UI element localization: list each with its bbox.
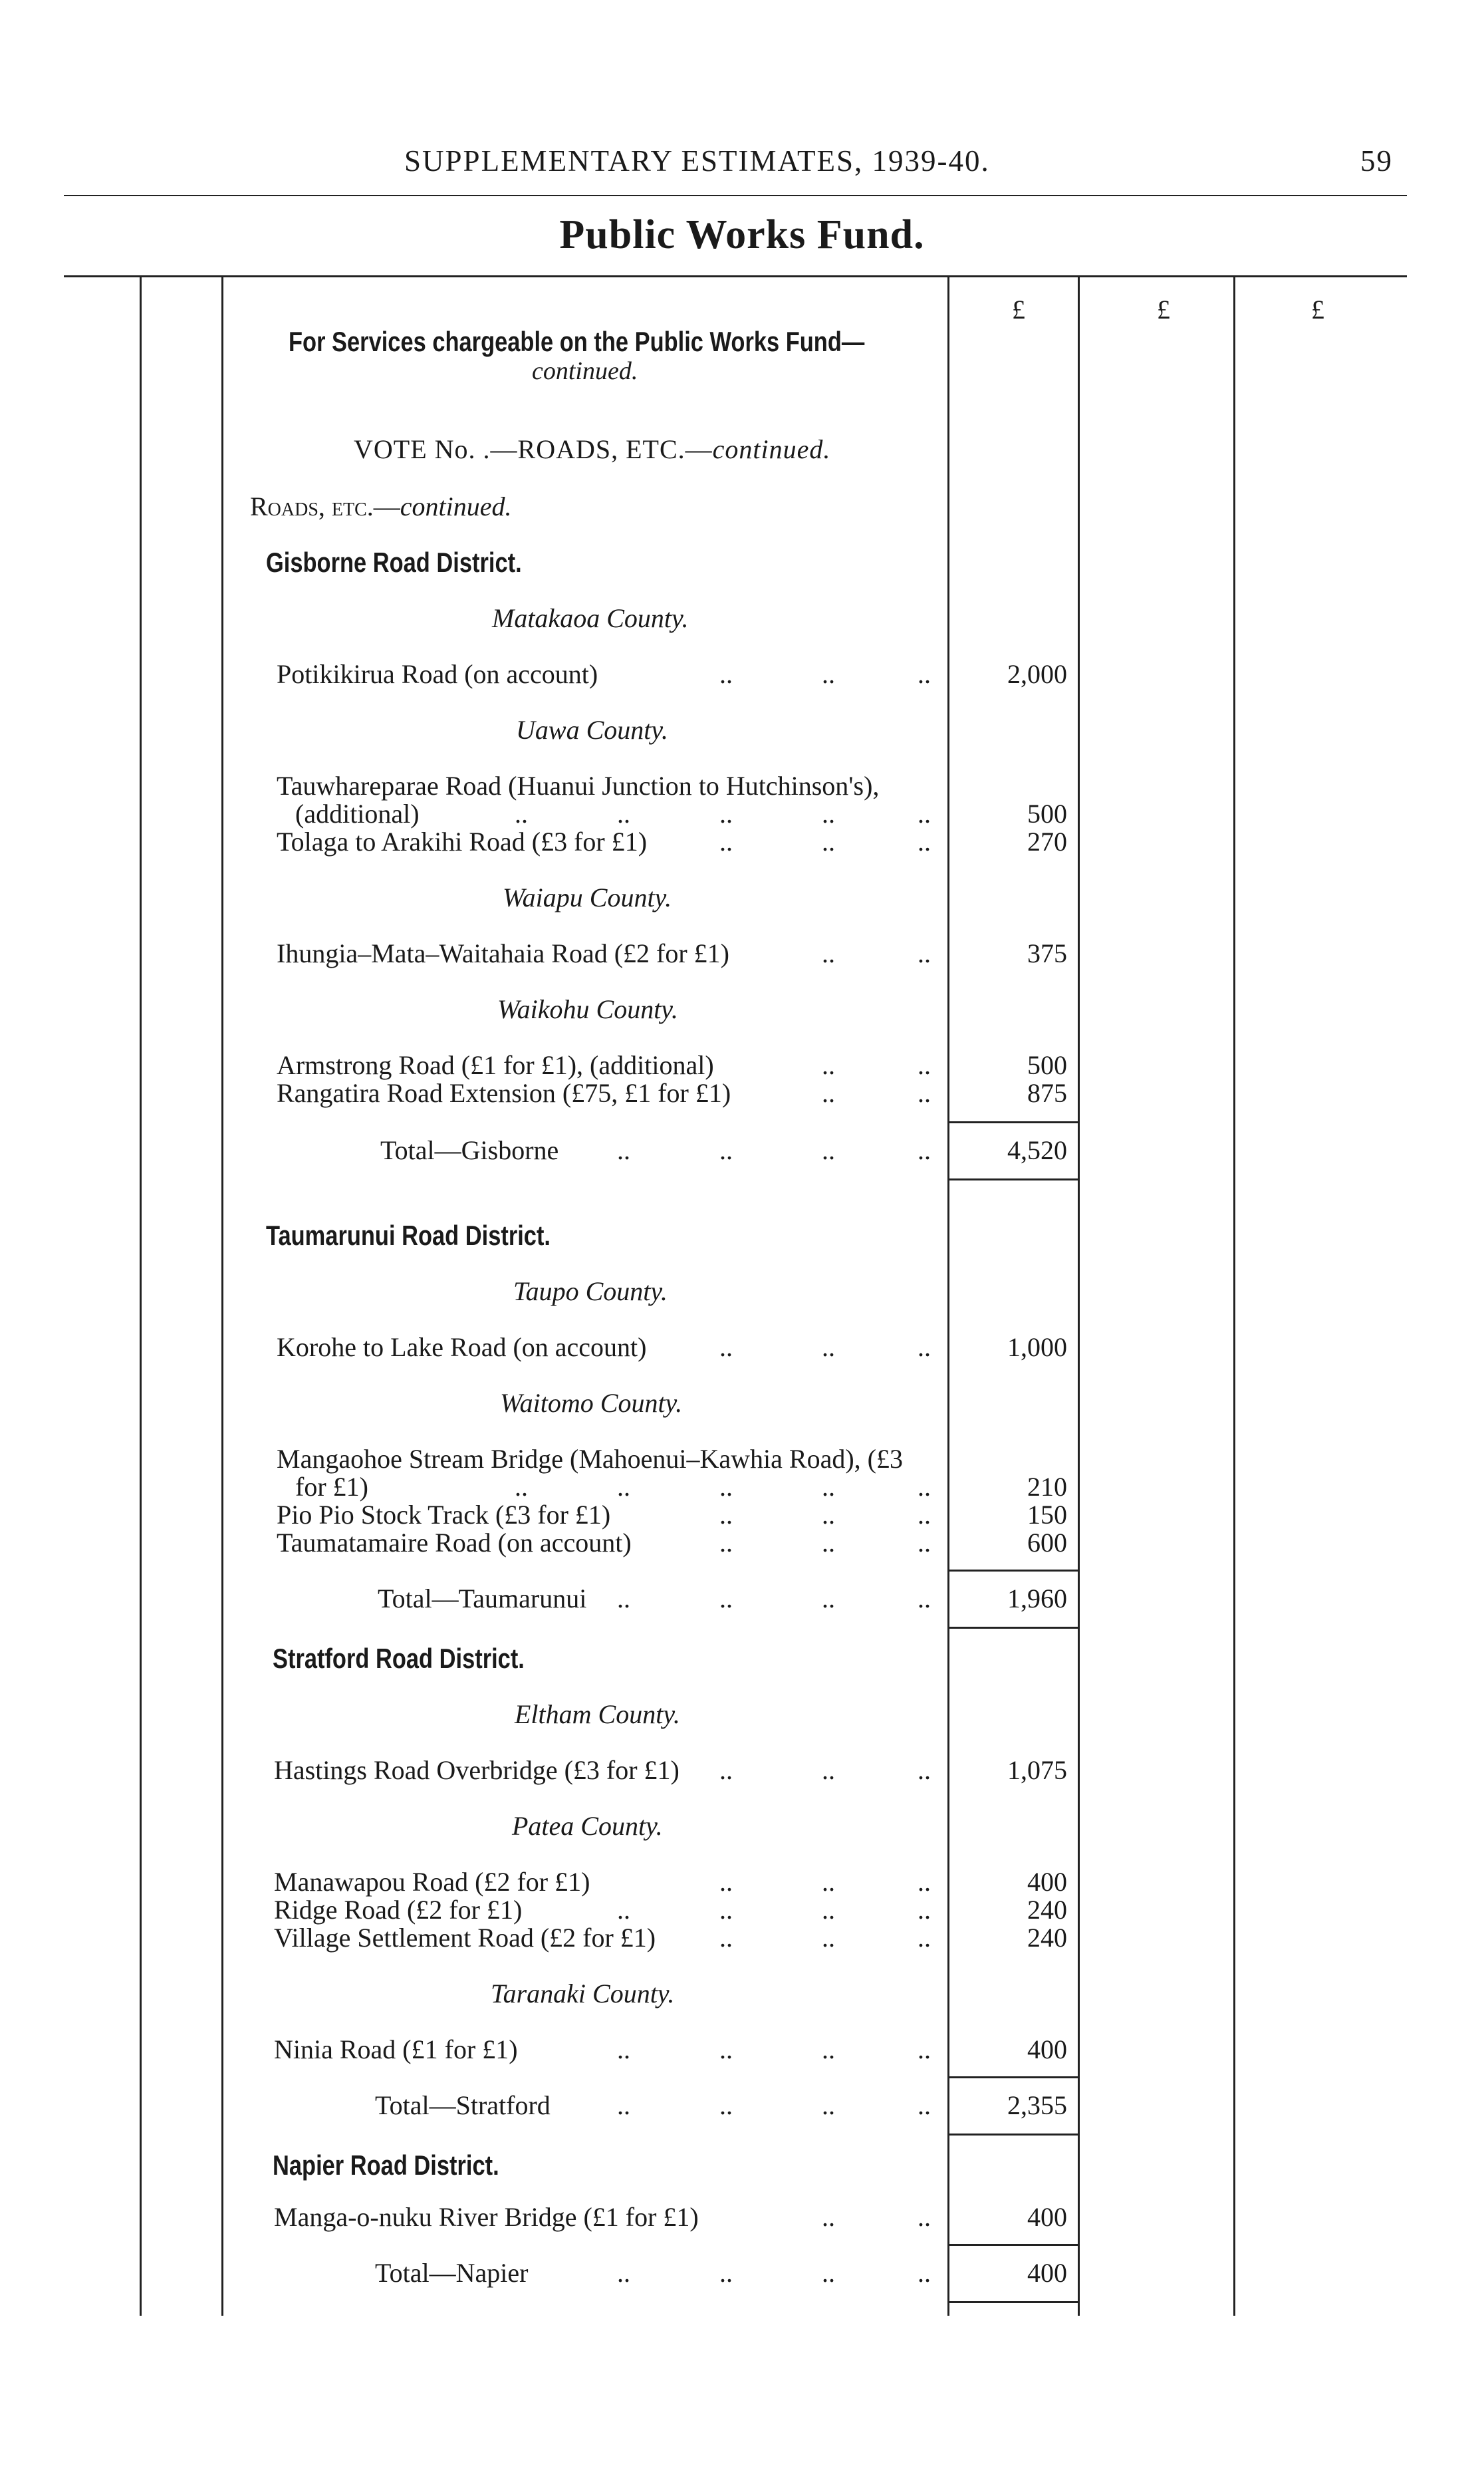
leader-dots: ..: [918, 799, 931, 829]
leader-dots: ..: [822, 1332, 835, 1362]
ihungia-road-amount: 375: [1027, 938, 1067, 968]
mangaonuku-bridge-label: Manga-o-nuku River Bridge (£1 for £1): [274, 2202, 699, 2232]
taumatamaire-road-label: Taumatamaire Road (on account): [277, 1528, 632, 1558]
leader-dots: ..: [719, 1500, 733, 1530]
gisborne-total-rule-top: [949, 1121, 1079, 1123]
gisborne-total-amount: 4,520: [1007, 1135, 1067, 1165]
currency-header-2: £: [1157, 295, 1170, 325]
manawapou-road-label: Manawapou Road (£2 for £1): [274, 1867, 590, 1897]
uawa-county: Uawa County.: [516, 715, 668, 745]
leader-dots: ..: [822, 1895, 835, 1925]
leader-dots: ..: [918, 1528, 931, 1558]
leader-dots: ..: [617, 1135, 630, 1165]
piopio-track-amount: 150: [1027, 1500, 1067, 1530]
leader-dots: ..: [918, 1078, 931, 1108]
taumarunui-total-rule-bottom: [949, 1627, 1079, 1629]
leader-dots: ..: [822, 799, 835, 829]
rangatira-road-label: Rangatira Road Extension (£75, £1 for £1): [277, 1078, 731, 1108]
stratford-total-rule-top: [949, 2076, 1079, 2078]
leader-dots: ..: [719, 1528, 733, 1558]
leader-dots: ..: [822, 1135, 835, 1165]
leader-dots: ..: [617, 1895, 630, 1925]
fund-title: Public Works Fund.: [559, 212, 925, 257]
gisborne-total-rule-bottom: [949, 1178, 1079, 1180]
leader-dots: ..: [822, 1500, 835, 1530]
taumarunui-total-rule-top: [949, 1570, 1079, 1572]
currency-header-3: £: [1311, 295, 1324, 325]
tolaga-road-label: Tolaga to Arakihi Road (£3 for £1): [277, 827, 648, 857]
tauwhareparae-road-amount: 500: [1027, 799, 1067, 829]
leader-dots: ..: [617, 1584, 630, 1613]
leader-dots: ..: [918, 1867, 931, 1897]
leader-dots: ..: [719, 659, 733, 689]
leader-dots: ..: [719, 2034, 733, 2064]
patea-county: Patea County.: [512, 1811, 663, 1841]
roads-heading: [250, 491, 512, 522]
leader-dots: ..: [822, 1867, 835, 1897]
napier-total-amount: 400: [1027, 2258, 1067, 2288]
table-left-rule: [140, 277, 142, 2316]
leader-dots: ..: [918, 938, 931, 968]
leader-dots: ..: [822, 659, 835, 689]
leader-dots: ..: [918, 1500, 931, 1530]
gisborne-total-label: Total—Gisborne: [380, 1135, 559, 1165]
leader-dots: ..: [617, 799, 630, 829]
leader-dots: ..: [822, 1472, 835, 1502]
leader-dots: ..: [822, 1755, 835, 1785]
leader-dots: ..: [719, 1923, 733, 1953]
mangaohoe-bridge-amount: 210: [1027, 1472, 1067, 1502]
vote-heading: [354, 434, 830, 465]
leader-dots: ..: [918, 1472, 931, 1502]
korohe-road-amount: 1,000: [1007, 1332, 1067, 1362]
currency-header-1: £: [1012, 295, 1025, 325]
leader-dots: ..: [719, 1472, 733, 1502]
leader-dots: ..: [918, 1135, 931, 1165]
armstrong-road-label: Armstrong Road (£1 for £1), (additional): [277, 1050, 714, 1080]
stratford-district-heading: Stratford Road District.: [273, 1643, 525, 1674]
taumarunui-total-label: Total—Taumarunui: [378, 1584, 587, 1613]
leader-dots: ..: [918, 2090, 931, 2120]
stratford-total-rule-bottom: [949, 2134, 1079, 2136]
piopio-track-label: Pio Pio Stock Track (£3 for £1): [277, 1500, 611, 1530]
napier-district-heading: Napier Road District.: [273, 2149, 499, 2181]
ninia-road-label: Ninia Road (£1 for £1): [274, 2034, 518, 2064]
napier-total-rule-top: [949, 2244, 1079, 2246]
leader-dots: ..: [719, 799, 733, 829]
leader-dots: ..: [822, 1078, 835, 1108]
leader-dots: ..: [918, 1332, 931, 1362]
leader-dots: ..: [822, 938, 835, 968]
leader-dots: ..: [719, 1584, 733, 1613]
leader-dots: ..: [719, 1135, 733, 1165]
tauwhareparae-road-additional: (additional): [295, 799, 420, 829]
leader-dots: ..: [822, 1050, 835, 1080]
hastings-overbridge-amount: 1,075: [1007, 1755, 1067, 1785]
leader-dots: ..: [822, 2258, 835, 2288]
services-heading: For Services chargeable on the Public Works Fund—: [289, 326, 865, 357]
header-rule: [64, 195, 1407, 196]
leader-dots: ..: [719, 1867, 733, 1897]
page-number: 59: [1360, 144, 1393, 178]
matakaoa-county: Matakaoa County.: [492, 603, 689, 633]
rangatira-road-amount: 875: [1027, 1078, 1067, 1108]
potikikirua-road-amount: 2,000: [1007, 659, 1067, 689]
mangaohoe-bridge-label: Mangaohoe Stream Bridge (Mahoenui–Kawhia Road), (£3: [277, 1444, 903, 1474]
services-continued: continued.: [532, 357, 638, 385]
taumatamaire-road-amount: 600: [1027, 1528, 1067, 1558]
leader-dots: ..: [822, 827, 835, 857]
leader-dots: ..: [918, 1923, 931, 1953]
leader-dots: ..: [822, 1528, 835, 1558]
tauwhareparae-road-label: Tauwhareparae Road (Huanui Junction to Hutchinson's),: [277, 771, 880, 801]
leader-dots: ..: [918, 659, 931, 689]
ninia-road-amount: 400: [1027, 2034, 1067, 2064]
leader-dots: ..: [918, 1755, 931, 1785]
tolaga-road-amount: 270: [1027, 827, 1067, 857]
village-settlement-road-amount: 240: [1027, 1923, 1067, 1953]
korohe-road-label: Korohe to Lake Road (on account): [277, 1332, 647, 1362]
hastings-overbridge-label: Hastings Road Overbridge (£3 for £1): [274, 1755, 680, 1785]
stratford-total-label: Total—Stratford: [375, 2090, 551, 2120]
gisborne-district-heading: Gisborne Road District.: [266, 547, 522, 578]
leader-dots: ..: [719, 2258, 733, 2288]
napier-total-rule-bottom: [949, 2301, 1079, 2303]
ihungia-road-label: Ihungia–Mata–Waitahaia Road (£2 for £1): [277, 938, 729, 968]
waikohu-county: Waikohu County.: [497, 994, 678, 1024]
armstrong-road-amount: 500: [1027, 1050, 1067, 1080]
manawapou-road-amount: 400: [1027, 1867, 1067, 1897]
leader-dots: ..: [822, 2202, 835, 2232]
leader-dots: ..: [822, 1923, 835, 1953]
waiapu-county: Waiapu County.: [503, 883, 672, 912]
taumarunui-district-heading: Taumarunui Road District.: [266, 1220, 551, 1251]
leader-dots: ..: [822, 2090, 835, 2120]
mangaonuku-bridge-amount: 400: [1027, 2202, 1067, 2232]
waitomo-county: Waitomo County.: [500, 1388, 683, 1418]
taupo-county: Taupo County.: [513, 1276, 668, 1306]
leader-dots: ..: [515, 799, 528, 829]
roads-continued: continued.: [400, 491, 512, 521]
leader-dots: ..: [918, 2202, 931, 2232]
leader-dots: ..: [918, 2258, 931, 2288]
leader-dots: ..: [515, 1472, 528, 1502]
ridge-road-amount: 240: [1027, 1895, 1067, 1925]
leader-dots: ..: [617, 1472, 630, 1502]
running-title: SUPPLEMENTARY ESTIMATES, 1939-40.: [404, 144, 990, 178]
leader-dots: ..: [719, 1332, 733, 1362]
napier-total-label: Total—Napier: [375, 2258, 529, 2288]
leader-dots: ..: [918, 2034, 931, 2064]
leader-dots: ..: [719, 827, 733, 857]
leader-dots: ..: [617, 2034, 630, 2064]
column-1-rule: [947, 277, 949, 2316]
taranaki-county: Taranaki County.: [491, 1979, 675, 2008]
leader-dots: ..: [918, 1584, 931, 1613]
taumarunui-total-amount: 1,960: [1007, 1584, 1067, 1613]
potikikirua-road-label: Potikikirua Road (on account): [277, 659, 598, 689]
column-3-rule: [1233, 277, 1235, 2316]
table-description-rule: [221, 277, 223, 2316]
leader-dots: ..: [617, 2090, 630, 2120]
leader-dots: ..: [918, 827, 931, 857]
roads-heading-text: Roads, etc.—: [250, 491, 400, 521]
stratford-total-amount: 2,355: [1007, 2090, 1067, 2120]
leader-dots: ..: [918, 1895, 931, 1925]
leader-dots: ..: [822, 1584, 835, 1613]
village-settlement-road-label: Village Settlement Road (£2 for £1): [274, 1923, 656, 1953]
vote-heading-text: VOTE No. .—ROADS, ETC.—: [354, 434, 713, 464]
leader-dots: ..: [719, 1755, 733, 1785]
vote-continued: continued.: [712, 434, 831, 464]
leader-dots: ..: [822, 2034, 835, 2064]
eltham-county: Eltham County.: [515, 1699, 680, 1729]
column-2-rule: [1078, 277, 1080, 2316]
leader-dots: ..: [719, 2090, 733, 2120]
ridge-road-label: Ridge Road (£2 for £1): [274, 1895, 523, 1925]
title-rule: [64, 275, 1407, 277]
leader-dots: ..: [918, 1050, 931, 1080]
mangaohoe-bridge-cont: for £1): [295, 1472, 368, 1502]
leader-dots: ..: [617, 2258, 630, 2288]
leader-dots: ..: [719, 1895, 733, 1925]
